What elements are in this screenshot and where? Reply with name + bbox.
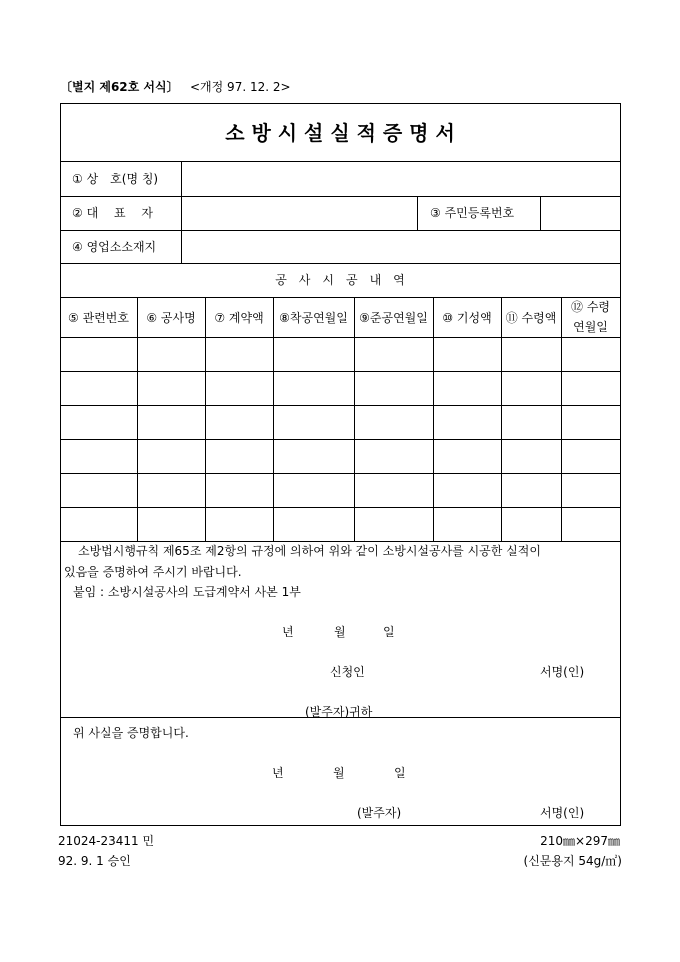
column-header: ⑧착공연월일 (279, 311, 348, 325)
section-title: 공 사 시 공 내 역 (275, 273, 405, 287)
table-rule (60, 405, 620, 406)
date-year: 년 (282, 625, 294, 639)
table-rule (501, 297, 502, 541)
business-address-field[interactable] (182, 231, 619, 262)
table-rule (417, 196, 418, 230)
table-rule (60, 439, 620, 440)
representative-field[interactable] (182, 197, 416, 229)
statement-line-1: 소방법시행규칙 제65조 제2항의 규정에 의하여 위와 같이 소방시설공사를 시공한 실적이 (78, 544, 541, 558)
company-name-field[interactable] (182, 162, 619, 195)
form-label: 〔별지 제62호 서식〕 (60, 80, 179, 94)
date-day: 일 (383, 625, 395, 639)
approval-date: 92. 9. 1 승인 (58, 854, 131, 868)
paper-size: 210㎜×297㎜ (540, 834, 620, 848)
table-rule (60, 337, 620, 338)
representative-label: ② 대 표 자 (72, 206, 153, 220)
cert-date-day: 일 (394, 766, 406, 780)
table-rule (205, 297, 206, 541)
table-rule (354, 297, 355, 541)
table-rule (60, 541, 620, 542)
table-rule (433, 297, 434, 541)
certification-text: 위 사실을 증명합니다. (73, 726, 189, 740)
resident-no-label: ③ 주민등록번호 (430, 206, 515, 220)
date-month: 월 (334, 625, 346, 639)
applicant-label: 신청인 (330, 665, 365, 679)
column-header: ⑫ 수령 (571, 300, 610, 314)
paper-type: (신문용지 54g/㎡) (523, 854, 622, 868)
column-header: ⑨준공연월일 (359, 311, 428, 325)
column-header-cont: 연월일 (573, 320, 608, 334)
cert-date-year: 년 (272, 766, 284, 780)
form-code: 21024-23411 민 (58, 834, 155, 848)
issuer-signature: 서명(인) (540, 806, 585, 820)
resident-no-field[interactable] (541, 197, 619, 229)
column-header: ⑥ 공사명 (146, 311, 196, 325)
company-name-label: ① 상 호(명 칭) (72, 172, 159, 186)
revision-note: <개정 97. 12. 2> (190, 80, 291, 94)
column-header: ⑪ 수령액 (505, 311, 557, 325)
column-header: ⑤ 관련번호 (68, 311, 129, 325)
table-rule (273, 297, 274, 541)
table-rule (60, 297, 620, 298)
statement-line-2: 있음을 증명하여 주시기 바랍니다. (64, 565, 242, 579)
table-rule (60, 473, 620, 474)
applicant-signature: 서명(인) (540, 665, 585, 679)
cert-date-month: 월 (333, 766, 345, 780)
issuer-label: (발주자) (357, 806, 402, 820)
attachment-note: 붙임 : 소방시설공사의 도급계약서 사본 1부 (73, 585, 301, 599)
table-rule (137, 297, 138, 541)
column-header: ⑦ 계약액 (214, 311, 264, 325)
column-header: ⑩ 기성액 (442, 311, 492, 325)
addressee: (발주자)귀하 (305, 705, 373, 719)
form-title: 소 방 시 설 실 적 증 명 서 (225, 121, 455, 145)
table-rule (60, 507, 620, 508)
table-rule (60, 371, 620, 372)
table-rule (60, 263, 620, 264)
business-address-label: ④ 영업소소재지 (72, 240, 157, 254)
